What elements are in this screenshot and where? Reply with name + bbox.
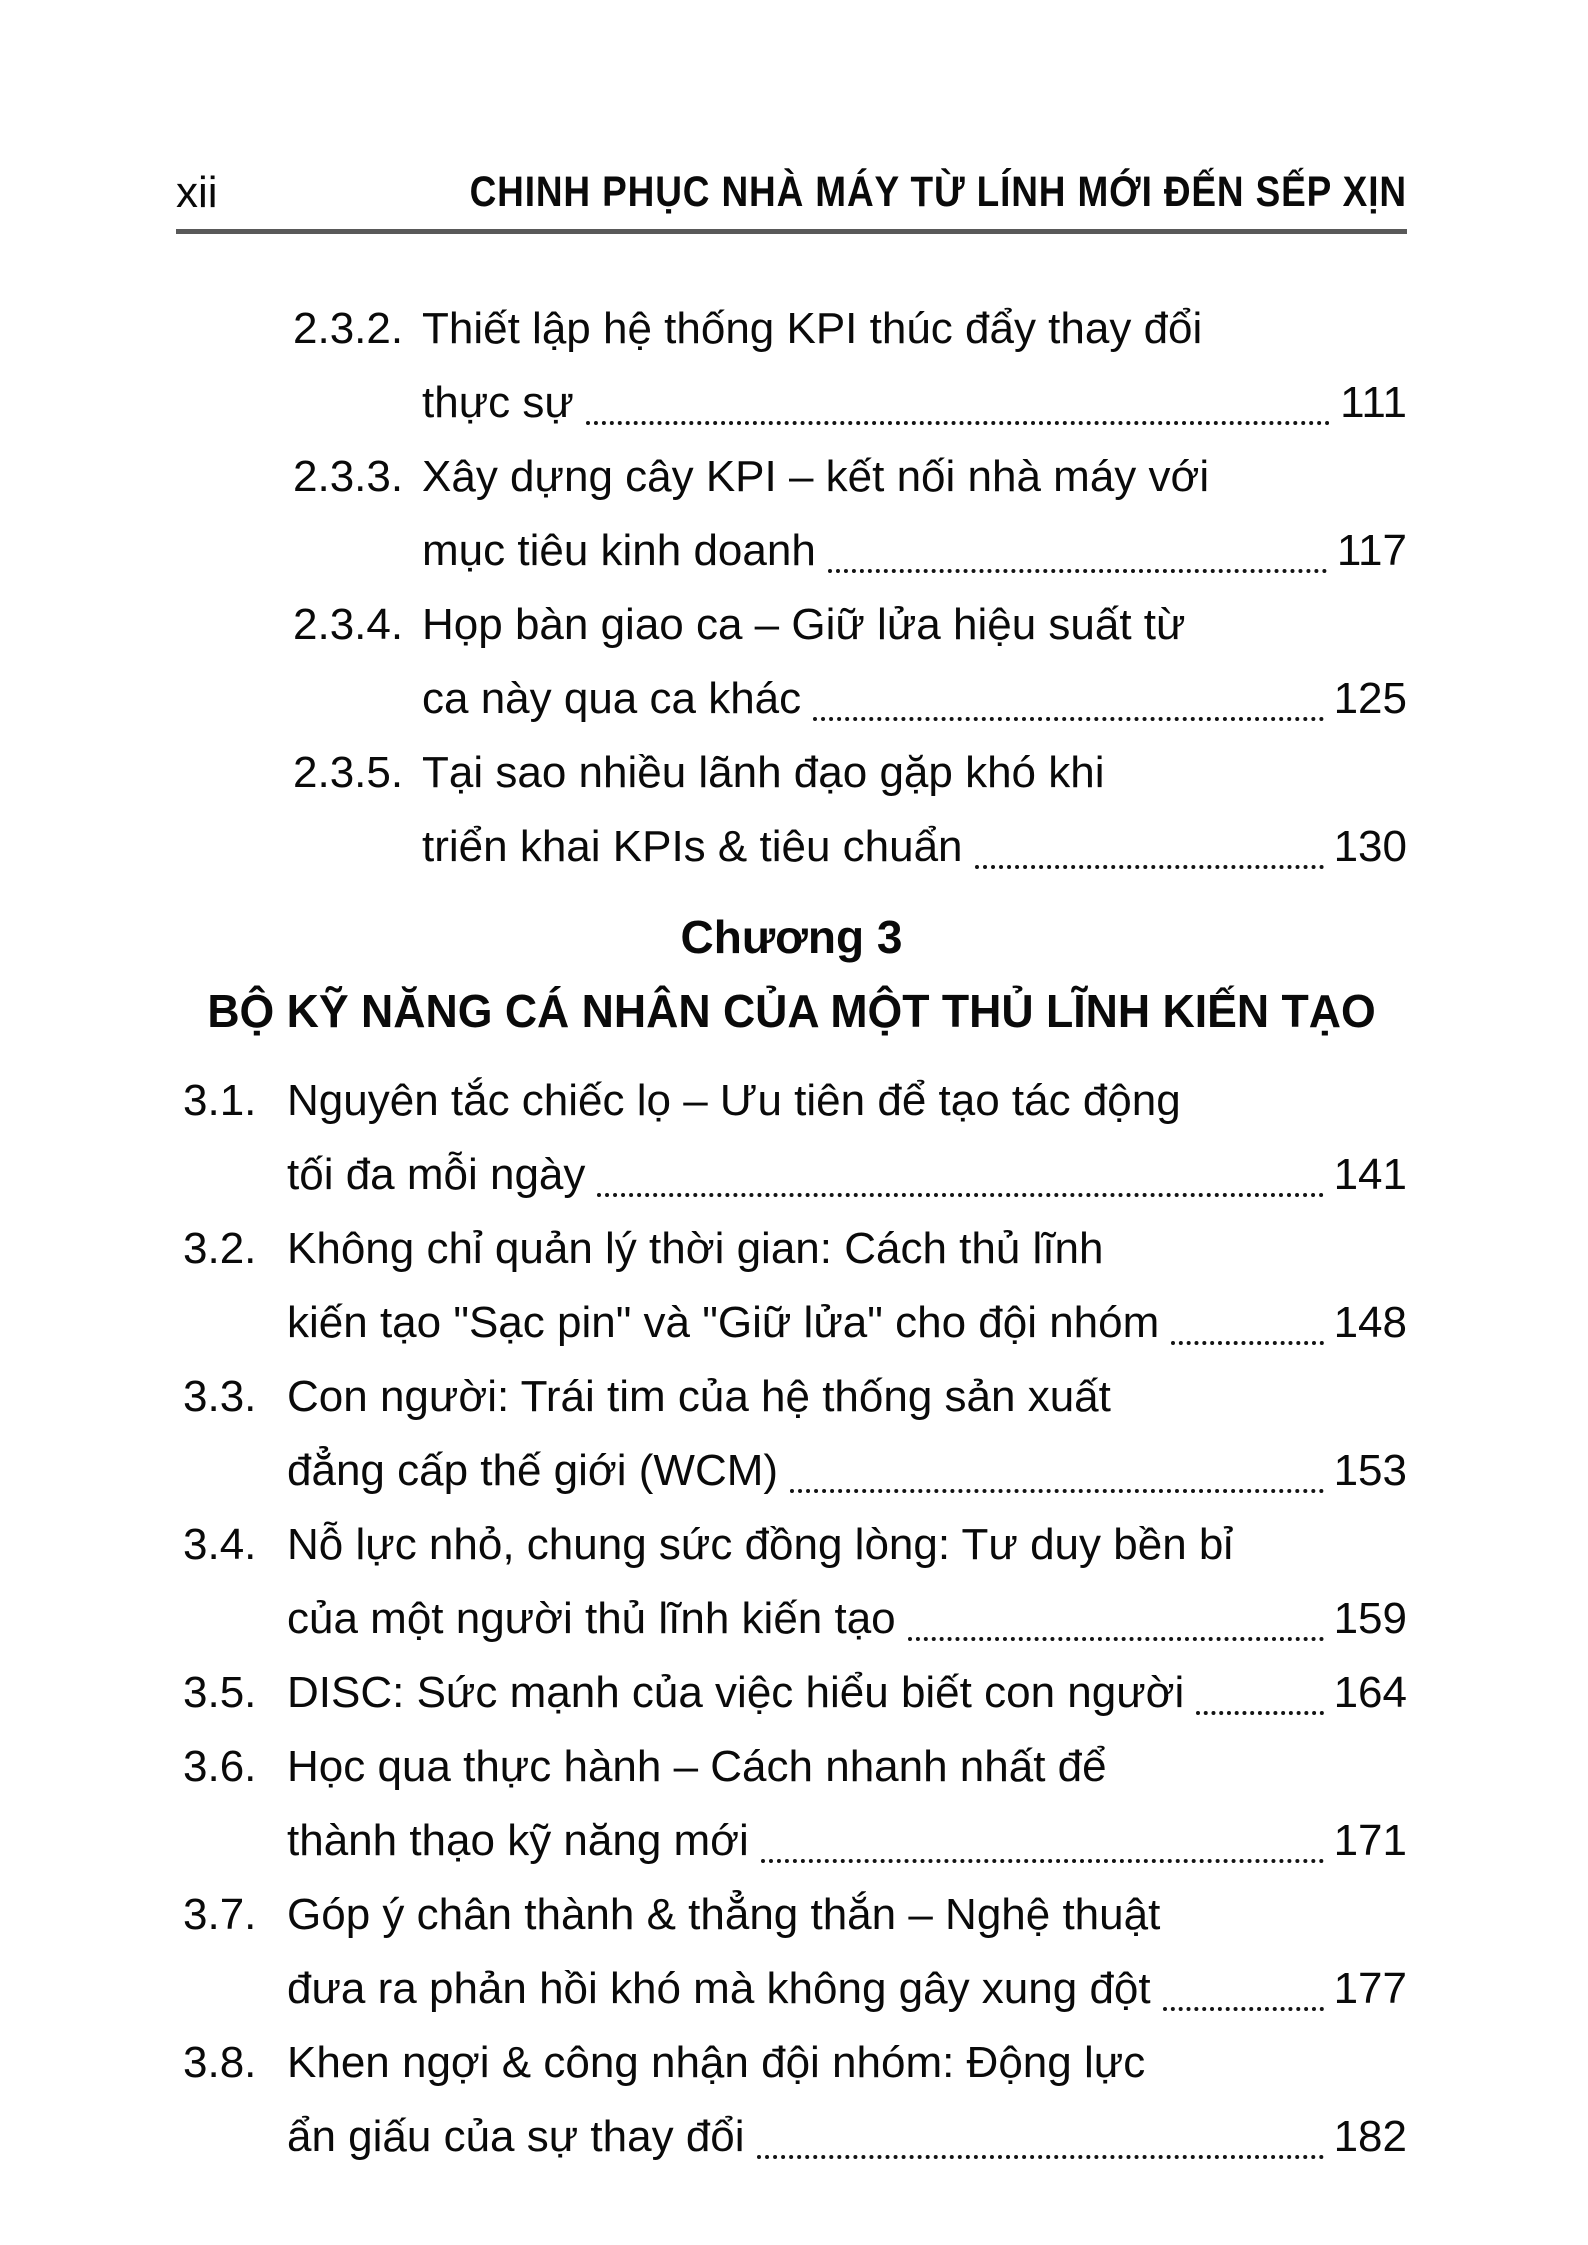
entry-text-line: DISC: Sức mạnh của việc hiểu biết con người [287,1668,1185,1717]
dot-leader [586,421,1330,425]
entry-number: 3.3. [183,1372,257,1421]
header-rule [176,229,1407,234]
entry-body [287,1730,1407,1878]
entry-page-number: 117 [1336,526,1407,575]
entry-last-line [287,1804,1407,1878]
entry-text-line: Thiết lập hệ thống KPI thúc đẩy thay đổi [422,304,1203,353]
entry-last-line [422,514,1407,588]
entry-last-line [422,366,1407,440]
entry-number: 3.7. [183,1890,257,1939]
dot-leader [597,1193,1323,1197]
toc-entry [176,736,1407,884]
folio-page-number: xii [176,168,218,217]
toc-list [176,292,1407,2174]
chapter-title-heading: BỘ KỸ NĂNG CÁ NHÂN CỦA MỘT THỦ LĨNH KIẾN TẠO [207,985,1376,1037]
entry-last-line [422,810,1407,884]
entry-body [287,1656,1407,1730]
toc-entry [176,1730,1407,1878]
entry-page-number: 171 [1333,1816,1407,1865]
dot-leader [1196,1711,1323,1715]
toc-entry [176,1508,1407,1656]
toc-entry [176,1212,1407,1360]
toc-entry [176,2026,1407,2174]
entry-body [287,1064,1407,1212]
entry-text-line: Không chỉ quản lý thời gian: Cách thủ lĩnh [287,1224,1104,1273]
entry-text-line: thành thạo kỹ năng mới [287,1816,749,1865]
entry-number: 3.1. [183,1076,257,1125]
toc-entry [176,1064,1407,1212]
entry-page-number: 111 [1340,378,1407,427]
dot-leader [1171,1341,1323,1345]
entry-last-line [287,2100,1407,2174]
entry-body [422,736,1407,884]
toc-entry [176,292,1407,440]
entry-page-number: 153 [1333,1446,1407,1495]
entry-page-number: 177 [1333,1964,1407,2013]
entry-text-line: của một người thủ lĩnh kiến tạo [287,1594,896,1643]
entry-number: 3.6. [183,1742,257,1791]
entry-text-line: Nguyên tắc chiếc lọ – Ưu tiên để tạo tác động [287,1076,1181,1125]
dot-leader [908,1637,1324,1641]
entry-number: 2.3.3. [293,452,404,501]
entry-text-line: Con người: Trái tim của hệ thống sản xuất [287,1372,1111,1421]
dot-leader [761,1859,1324,1863]
entry-page-number: 148 [1333,1298,1407,1347]
entry-body [287,1212,1407,1360]
entry-text-line: mục tiêu kinh doanh [422,526,816,575]
entry-text-line: Họp bàn giao ca – Giữ lửa hiệu suất từ [422,600,1186,649]
dot-leader [1163,2007,1324,2011]
dot-leader [828,569,1327,573]
page-header [176,168,1407,217]
entry-text-line: đẳng cấp thế giới (WCM) [287,1446,779,1495]
entry-text-line: triển khai KPIs & tiêu chuẩn [422,822,963,871]
entry-number: 3.8. [183,2038,257,2087]
entry-page-number: 159 [1333,1594,1407,1643]
entry-text-line: Xây dựng cây KPI – kết nối nhà máy với [422,452,1210,501]
entry-last-line [287,1952,1407,2026]
entry-last-line [287,1138,1407,1212]
entry-number: 2.3.5. [293,748,404,797]
entry-body [422,440,1407,588]
entry-body [287,1878,1407,2026]
entry-page-number: 182 [1333,2112,1407,2161]
entry-text-line: Góp ý chân thành & thẳng thắn – Nghệ thuật [287,1890,1161,1939]
entry-page-number: 141 [1333,1150,1407,1199]
entry-last-line [287,1656,1407,1730]
entry-text-line: ca này qua ca khác [422,674,802,723]
entry-text-line: Khen ngợi & công nhận đội nhóm: Động lực [287,2038,1146,2087]
toc-entry [176,1360,1407,1508]
entry-number: 2.3.2. [293,304,404,353]
entry-number: 3.5. [183,1668,257,1717]
entry-last-line [422,662,1407,736]
entry-text-line: thực sự [422,378,574,427]
entry-body [287,1508,1407,1656]
entry-body [422,588,1407,736]
entry-text-line: Nỗ lực nhỏ, chung sức đồng lòng: Tư duy bền bỉ [287,1520,1234,1569]
entry-last-line [287,1286,1407,1360]
entry-last-line [287,1582,1407,1656]
entry-text-line: đưa ra phản hồi khó mà không gây xung đột [287,1964,1151,2013]
entry-body [422,292,1407,440]
entry-text-line: Tại sao nhiều lãnh đạo gặp khó khi [422,748,1105,797]
entry-last-line [287,1434,1407,1508]
dot-leader [757,2155,1324,2159]
dot-leader [790,1489,1324,1493]
toc-entry [176,440,1407,588]
entry-text-line: ẩn giấu của sự thay đổi [287,2112,745,2161]
toc-entry [176,1878,1407,2026]
dot-leader [813,717,1323,721]
entry-body [287,1360,1407,1508]
entry-page-number: 125 [1333,674,1407,723]
dot-leader [975,865,1324,869]
toc-entry [176,1656,1407,1730]
entry-number: 3.4. [183,1520,257,1569]
running-title: CHINH PHỤC NHÀ MÁY TỪ LÍNH MỚI ĐẾN SẾP XỊN [469,168,1407,216]
entry-page-number: 164 [1333,1668,1407,1717]
entry-body [287,2026,1407,2174]
entry-number: 3.2. [183,1224,257,1273]
entry-text-line: tối đa mỗi ngày [287,1150,586,1199]
entry-page-number: 130 [1333,822,1407,871]
entry-text-line: kiến tạo "Sạc pin" và "Giữ lửa" cho đội nhóm [287,1298,1160,1347]
entry-number: 2.3.4. [293,600,404,649]
entry-text-line: Học qua thực hành – Cách nhanh nhất để [287,1742,1107,1791]
toc-entry [176,588,1407,736]
chapter-number-heading: Chương 3 [680,911,903,963]
